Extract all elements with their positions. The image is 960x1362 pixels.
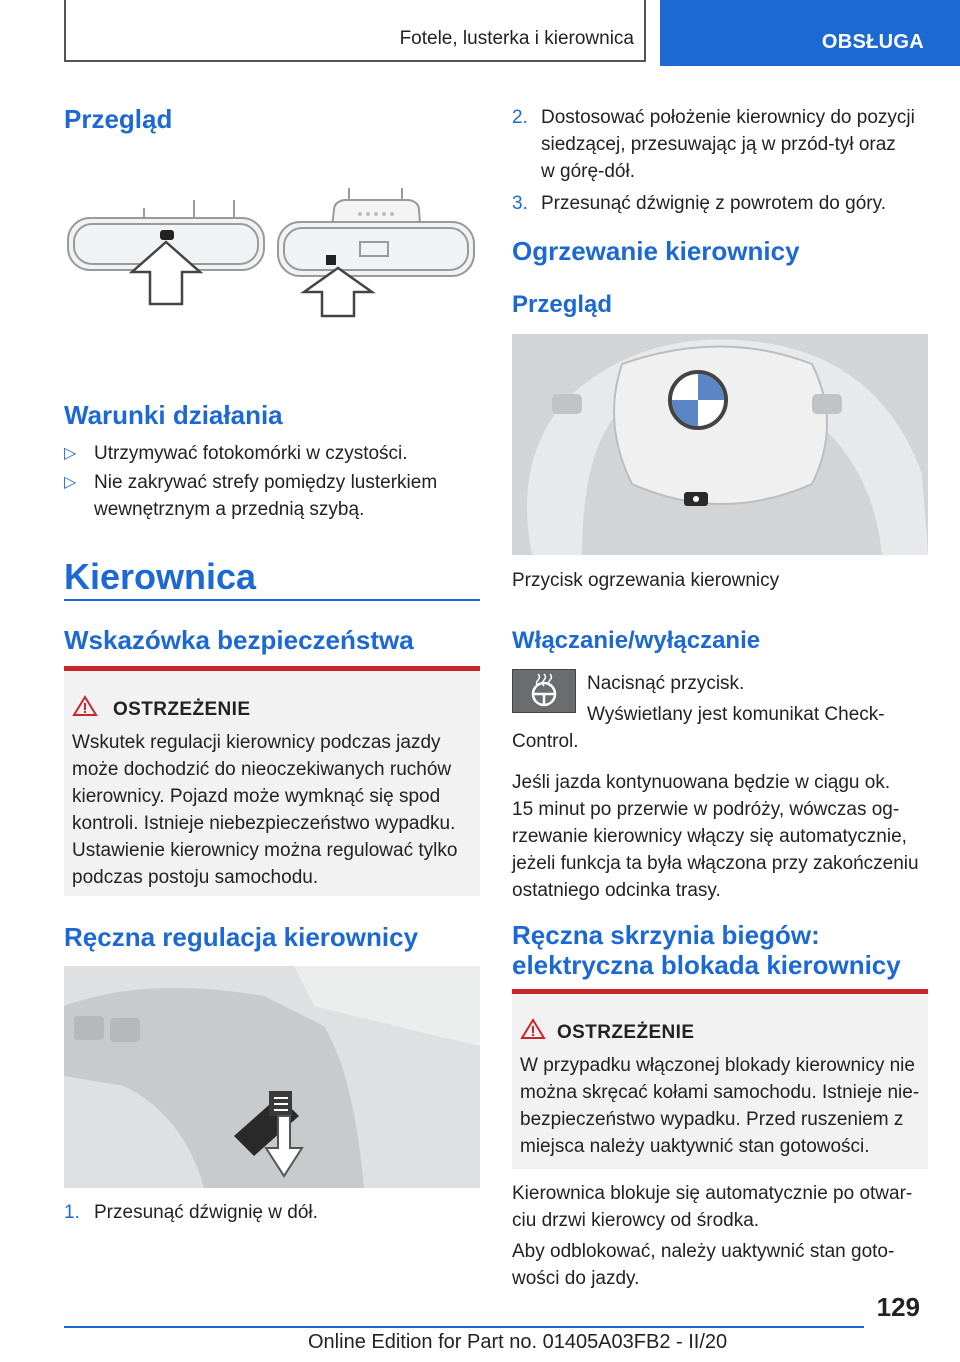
manual-adjust-heading: Ręczna regulacja kierownicy <box>64 922 419 952</box>
paragraph-line: jeżeli funkcja ta była włączona przy zakończeniu <box>512 853 919 874</box>
safety-heading: Wskazówka bezpieczeństwa <box>64 625 414 655</box>
heading-rule <box>64 599 480 601</box>
warning-box <box>64 666 480 896</box>
step-text: siedzącej, przesuwając ją w przód-tył oraz <box>541 134 896 155</box>
wheel-heating-button-icon <box>512 669 576 713</box>
warning-line: podczas postoju samochodu. <box>72 867 319 888</box>
list-item-continuation: wewnętrznym a przednią szybą. <box>94 499 365 520</box>
list-item: ▷ Utrzymywać fotokomórki w czystości. <box>64 440 484 470</box>
display-text: Control. <box>512 731 579 752</box>
kierownica-heading: Kierownica <box>64 556 257 597</box>
steering-wheel-photo <box>512 334 928 555</box>
paragraph-line: 15 minut po przerwie w podróży, wówczas og- <box>512 799 900 820</box>
edition-text: Online Edition for Part no. 01405A03FB2 - II/20 <box>308 1331 728 1353</box>
warning-line: może dochodzić do nieoczekiwanych ruchów <box>72 759 452 780</box>
page-number: 129 <box>876 1292 920 1322</box>
warning-line: W przypadku włączonej blokady kierownicy nie <box>520 1055 915 1076</box>
paragraph-line: ciu drzwi kierowcy od środka. <box>512 1210 760 1231</box>
step-text: Dostosować położenie kierownicy do pozycji <box>541 107 915 128</box>
onoff-heading: Włączanie/wyłączanie <box>512 627 761 654</box>
list-item: ▷ Nie zakrywać strefy pomiędzy lusterkiem <box>64 469 484 499</box>
warning-triangle-icon <box>72 695 98 717</box>
warning-line: kontroli. Istnieje niebezpieczeństwo wypadku. <box>72 813 456 834</box>
steering-lever-photo <box>64 966 480 1188</box>
step-number: 2. <box>512 107 528 128</box>
overview-heading: Przegląd <box>64 104 173 134</box>
warning-title: OSTRZEŻENIE <box>557 1022 695 1043</box>
photo-caption: Przycisk ogrzewania kierownicy <box>512 570 780 591</box>
conditions-heading: Warunki działania <box>64 400 283 430</box>
warning-box <box>512 989 928 1169</box>
step-text: Przesunąć dźwignię z powrotem do góry. <box>541 193 886 214</box>
warning-triangle-icon <box>520 1018 546 1040</box>
paragraph-line: Kierownica blokuje się automatycznie po otwar- <box>512 1183 913 1204</box>
paragraph-line: rzewanie kierownicy włączy się automatycznie, <box>512 826 907 847</box>
paragraph-line: ostatniego odcinka trasy. <box>512 880 721 901</box>
press-text: Nacisnąć przycisk. <box>587 673 745 694</box>
footer-rule <box>64 1326 864 1328</box>
gearbox-heading: elektryczna blokada kierownicy <box>512 950 901 980</box>
gearbox-heading: Ręczna skrzynia biegów: <box>512 920 820 950</box>
warning-title: OSTRZEŻENIE <box>113 699 251 720</box>
paragraph-line: Aby odblokować, należy uaktywnić stan goto- <box>512 1241 895 1262</box>
step-text: w górę-dół. <box>541 161 635 182</box>
triangle-bullet-icon: ▷ <box>64 445 77 462</box>
warning-line: Ustawienie kierownicy można regulować tylko <box>72 840 458 861</box>
warning-line: Wskutek regulacji kierownicy podczas jazdy <box>72 732 441 753</box>
mirror-illustration <box>64 180 480 330</box>
warning-line: można skręcać kołami samochodu. Istnieje nie- <box>520 1082 920 1103</box>
heating-overview-heading: Przegląd <box>512 291 613 318</box>
warning-line: miejsca należy uaktywnić stan gotowości. <box>520 1136 870 1157</box>
header-frame <box>64 0 646 62</box>
step-number: 1. <box>64 1202 80 1223</box>
section-title: Fotele, lusterka i kierownica <box>399 28 634 49</box>
display-text: Wyświetlany jest komunikat Check- <box>587 704 885 725</box>
heating-heading: Ogrzewanie kierownicy <box>512 236 800 266</box>
chapter-tab-label: OBSŁUGA <box>821 31 924 53</box>
triangle-bullet-icon: ▷ <box>64 474 77 491</box>
paragraph-line: wości do jazdy. <box>512 1268 640 1289</box>
step-number: 3. <box>512 193 528 214</box>
warning-line: kierownicy. Pojazd może wymknąć się spod <box>72 786 441 807</box>
paragraph-line: Jeśli jazda kontynuowana będzie w ciągu ok. <box>512 772 891 793</box>
step-text: Przesunąć dźwignię w dół. <box>94 1202 318 1223</box>
warning-line: bezpieczeństwo wypadku. Przed ruszeniem z <box>520 1109 904 1130</box>
chapter-tab[interactable] <box>660 0 960 66</box>
